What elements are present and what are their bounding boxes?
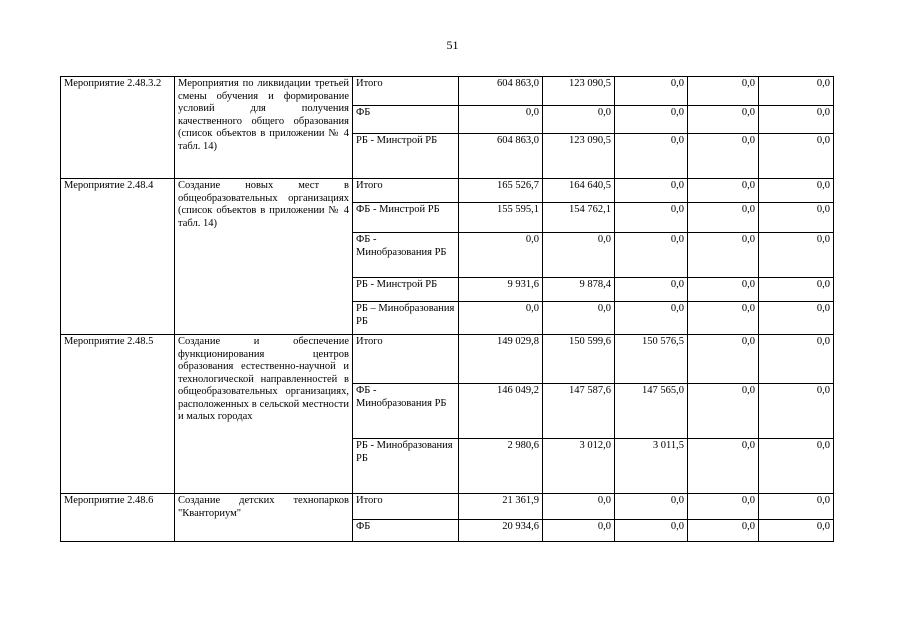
amount-cell: 0,0 [688, 335, 759, 384]
amount-cell: 0,0 [615, 203, 688, 233]
amount-cell: 0,0 [759, 302, 834, 335]
funding-source-cell: ФБ - Минобразования РБ [353, 233, 459, 278]
event-code-cell: Мероприятие 2.48.4 [61, 179, 175, 335]
amount-cell: 123 090,5 [543, 134, 615, 179]
amount-cell: 0,0 [615, 520, 688, 542]
amount-cell: 0,0 [615, 77, 688, 106]
amount-cell: 2 980,6 [459, 439, 543, 494]
event-description-cell: Мероприятия по ликвидации третьей смены обучения и формирование условий для получения качественного общего образования (список объектов в приложении № 4 табл. 14) [175, 77, 353, 179]
amount-cell: 9 878,4 [543, 278, 615, 302]
amount-cell: 0,0 [688, 520, 759, 542]
amount-cell: 0,0 [688, 106, 759, 134]
amount-cell: 20 934,6 [459, 520, 543, 542]
amount-cell: 149 029,8 [459, 335, 543, 384]
event-code-cell: Мероприятие 2.48.5 [61, 335, 175, 494]
amount-cell: 164 640,5 [543, 179, 615, 203]
page-number: 51 [446, 38, 459, 52]
funding-source-cell: Итого [353, 494, 459, 520]
event-description-cell: Создание и обеспечение функционирования центров образования естественно-научной и технологической направленностей в общеобразовательных организациях, расположенных в сельской местности и малых городах [175, 335, 353, 494]
amount-cell: 165 526,7 [459, 179, 543, 203]
amount-cell: 0,0 [688, 77, 759, 106]
amount-cell: 0,0 [759, 179, 834, 203]
funding-source-cell: Итого [353, 179, 459, 203]
amount-cell: 604 863,0 [459, 134, 543, 179]
amount-cell: 604 863,0 [459, 77, 543, 106]
amount-cell: 150 576,5 [615, 335, 688, 384]
table-row [61, 494, 834, 520]
amount-cell: 0,0 [459, 233, 543, 278]
amount-cell: 0,0 [759, 134, 834, 179]
amount-cell: 146 049,2 [459, 384, 543, 439]
funding-source-cell: РБ - Минстрой РБ [353, 278, 459, 302]
funding-source-cell: РБ - Минобразования РБ [353, 439, 459, 494]
amount-cell: 0,0 [615, 179, 688, 203]
amount-cell: 0,0 [759, 77, 834, 106]
amount-cell: 0,0 [543, 494, 615, 520]
amount-cell: 0,0 [615, 278, 688, 302]
amount-cell: 0,0 [688, 203, 759, 233]
amount-cell: 0,0 [759, 384, 834, 439]
amount-cell: 9 931,6 [459, 278, 543, 302]
funding-source-cell: ФБ [353, 106, 459, 134]
amount-cell: 0,0 [615, 106, 688, 134]
table-row [61, 179, 834, 203]
amount-cell: 0,0 [688, 233, 759, 278]
amount-cell: 0,0 [615, 302, 688, 335]
funding-source-cell: Итого [353, 77, 459, 106]
amount-cell: 0,0 [543, 106, 615, 134]
funding-source-cell: ФБ - Минобразования РБ [353, 384, 459, 439]
funding-source-cell: РБ - Минстрой РБ [353, 134, 459, 179]
amount-cell: 0,0 [688, 384, 759, 439]
amount-cell: 3 011,5 [615, 439, 688, 494]
amount-cell: 123 090,5 [543, 77, 615, 106]
amount-cell: 0,0 [759, 494, 834, 520]
amount-cell: 21 361,9 [459, 494, 543, 520]
table-row [61, 77, 834, 106]
amount-cell: 0,0 [543, 302, 615, 335]
amount-cell: 0,0 [759, 278, 834, 302]
amount-cell: 0,0 [759, 203, 834, 233]
amount-cell: 0,0 [688, 494, 759, 520]
funding-source-cell: ФБ [353, 520, 459, 542]
amount-cell: 0,0 [688, 134, 759, 179]
amount-cell: 0,0 [615, 233, 688, 278]
amount-cell: 0,0 [759, 106, 834, 134]
amount-cell: 0,0 [543, 233, 615, 278]
amount-cell: 0,0 [759, 439, 834, 494]
amount-cell: 0,0 [615, 134, 688, 179]
amount-cell: 154 762,1 [543, 203, 615, 233]
event-description-cell: Создание новых мест в общеобразовательных организациях (список объектов в приложении № 4 табл. 14) [175, 179, 353, 335]
amount-cell: 0,0 [543, 520, 615, 542]
amount-cell: 147 587,6 [543, 384, 615, 439]
funding-source-cell: Итого [353, 335, 459, 384]
table-row [61, 335, 834, 384]
event-description-cell: Создание детских технопарков "Кванториум" [175, 494, 353, 542]
funding-source-cell: РБ – Минобразования РБ [353, 302, 459, 335]
amount-cell: 0,0 [615, 494, 688, 520]
amount-cell: 0,0 [688, 278, 759, 302]
funding-source-cell: ФБ - Минстрой РБ [353, 203, 459, 233]
event-code-cell: Мероприятие 2.48.3.2 [61, 77, 175, 179]
amount-cell: 150 599,6 [543, 335, 615, 384]
amount-cell: 155 595,1 [459, 203, 543, 233]
amount-cell: 0,0 [459, 106, 543, 134]
amount-cell: 147 565,0 [615, 384, 688, 439]
amount-cell: 0,0 [688, 302, 759, 335]
amount-cell: 0,0 [688, 179, 759, 203]
amount-cell: 0,0 [688, 439, 759, 494]
budget-table [60, 76, 834, 542]
event-code-cell: Мероприятие 2.48.6 [61, 494, 175, 542]
amount-cell: 0,0 [759, 520, 834, 542]
amount-cell: 0,0 [759, 335, 834, 384]
amount-cell: 0,0 [759, 233, 834, 278]
amount-cell: 0,0 [459, 302, 543, 335]
amount-cell: 3 012,0 [543, 439, 615, 494]
